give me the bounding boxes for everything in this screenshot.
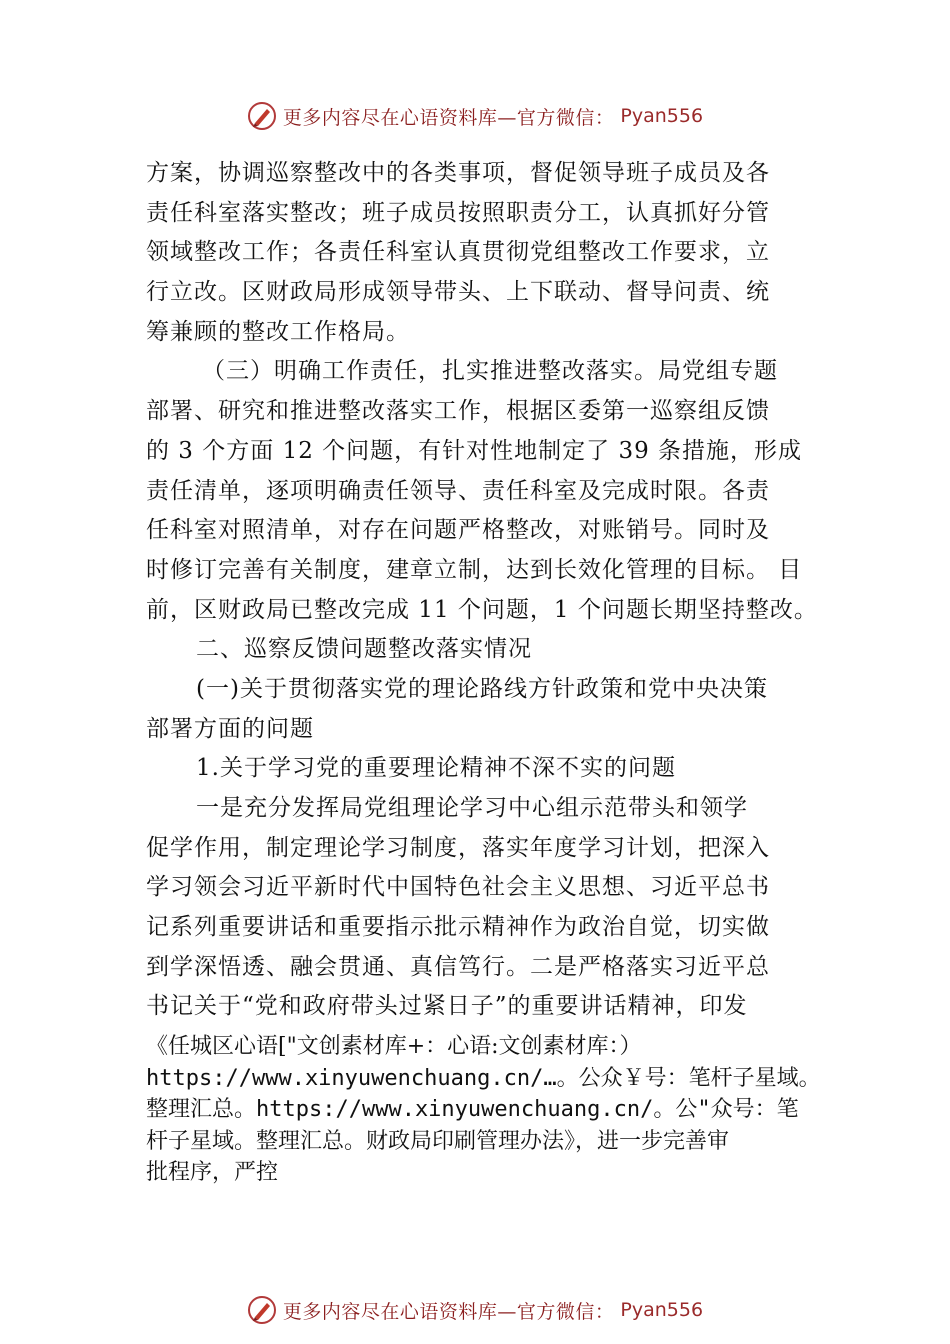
banner-text: 更多内容尽在心语资料库—官方微信： <box>282 106 615 129</box>
paragraph-2 <box>146 352 836 630</box>
text-line: 一是充分发挥局党组理论学习中心组示范带头和领学 <box>196 795 748 821</box>
text-line: 部署、研究和推进整改落实工作，根据区委第一巡察组反馈 <box>146 398 770 425</box>
text-line: (一)关于贯彻落实党的理论路线方针政策和党中央决策 <box>196 675 768 702</box>
text-line: 任科室对照清单，对存在问题严格整改，对账销号。同时及 <box>146 517 770 544</box>
text-line: 《任城区心语["文创素材库+：心语:文创素材库：） <box>146 1034 642 1060</box>
text-line: 行立改。区财政局形成领导带头、上下联动、督导问责、统 <box>146 279 770 306</box>
text-line: 领域整改工作；各责任科室认真贯彻党组整改工作要求，立 <box>146 239 770 266</box>
banner-text: 更多内容尽在心语资料库—官方微信： <box>282 1300 615 1323</box>
banner-wechat-id: Pyan556 <box>620 105 704 127</box>
document-body <box>146 154 836 1189</box>
section-heading: 二、巡察反馈问题整改落实情况 <box>196 636 532 663</box>
text-line: 杆子星域。整理汇总。财政局印刷管理办法》，进一步完善审 <box>146 1128 730 1154</box>
subsection-heading <box>146 670 836 749</box>
banner-wechat-id: Pyan556 <box>620 1299 704 1321</box>
text-line: 记系列重要讲话和重要指示批示精神作为政治自觉，切实做 <box>146 914 770 941</box>
text-line: 学习领会习近平新时代中国特色社会主义思想、习近平总书 <box>146 874 770 901</box>
text-line: 的 3 个方面 12 个问题，有针对性地制定了 39 条措施，形成 <box>146 437 803 464</box>
text-line: 前，区财政局已整改完成 11 个问题，1 个问题长期坚持整改。 <box>146 596 818 623</box>
text-line: 责任清单，逐项明确责任领导、责任科室及完成时限。各责 <box>146 477 770 504</box>
paragraph-3 <box>146 789 836 1027</box>
text-line: 促学作用，制定理论学习制度，落实年度学习计划，把深入 <box>146 834 770 861</box>
text-line: https://www.xinyuwenchuang.cn/…。公众￥号：笔杆子星域。 <box>146 1065 821 1091</box>
paragraph-1 <box>146 154 836 352</box>
header-watermark-banner <box>0 96 950 136</box>
text-line: 责任科室落实整改；班子成员按照职责分工，认真抓好分管 <box>146 199 770 226</box>
text-line: 整理汇总。https://www.xinyuwenchuang.cn/。公"众号：笔 <box>146 1097 799 1123</box>
pen-logo-icon <box>247 1295 277 1325</box>
text-line: 部署方面的问题 <box>146 715 314 742</box>
text-line: 批程序，严控 <box>146 1160 279 1186</box>
item-heading: 1.关于学习党的重要理论精神不深不实的问题 <box>196 755 676 782</box>
text-line: 筹兼顾的整改工作格局。 <box>146 318 410 345</box>
text-line: 时修订完善有关制度，建章立制，达到长效化管理的目标。 目 <box>146 556 803 583</box>
text-line: （三）明确工作责任，扎实推进整改落实。局党组专题 <box>202 358 778 385</box>
paragraph-4 <box>146 1031 836 1189</box>
footer-watermark-banner <box>0 1290 950 1330</box>
text-line: 方案，协调巡察整改中的各类事项，督促领导班子成员及各 <box>146 160 770 186</box>
pen-logo-icon <box>247 101 277 131</box>
text-line: 书记关于“党和政府带头过紧日子”的重要讲话精神，印发 <box>146 993 748 1020</box>
text-line: 到学深悟透、融会贯通、真信笃行。二是严格落实习近平总 <box>146 953 770 980</box>
